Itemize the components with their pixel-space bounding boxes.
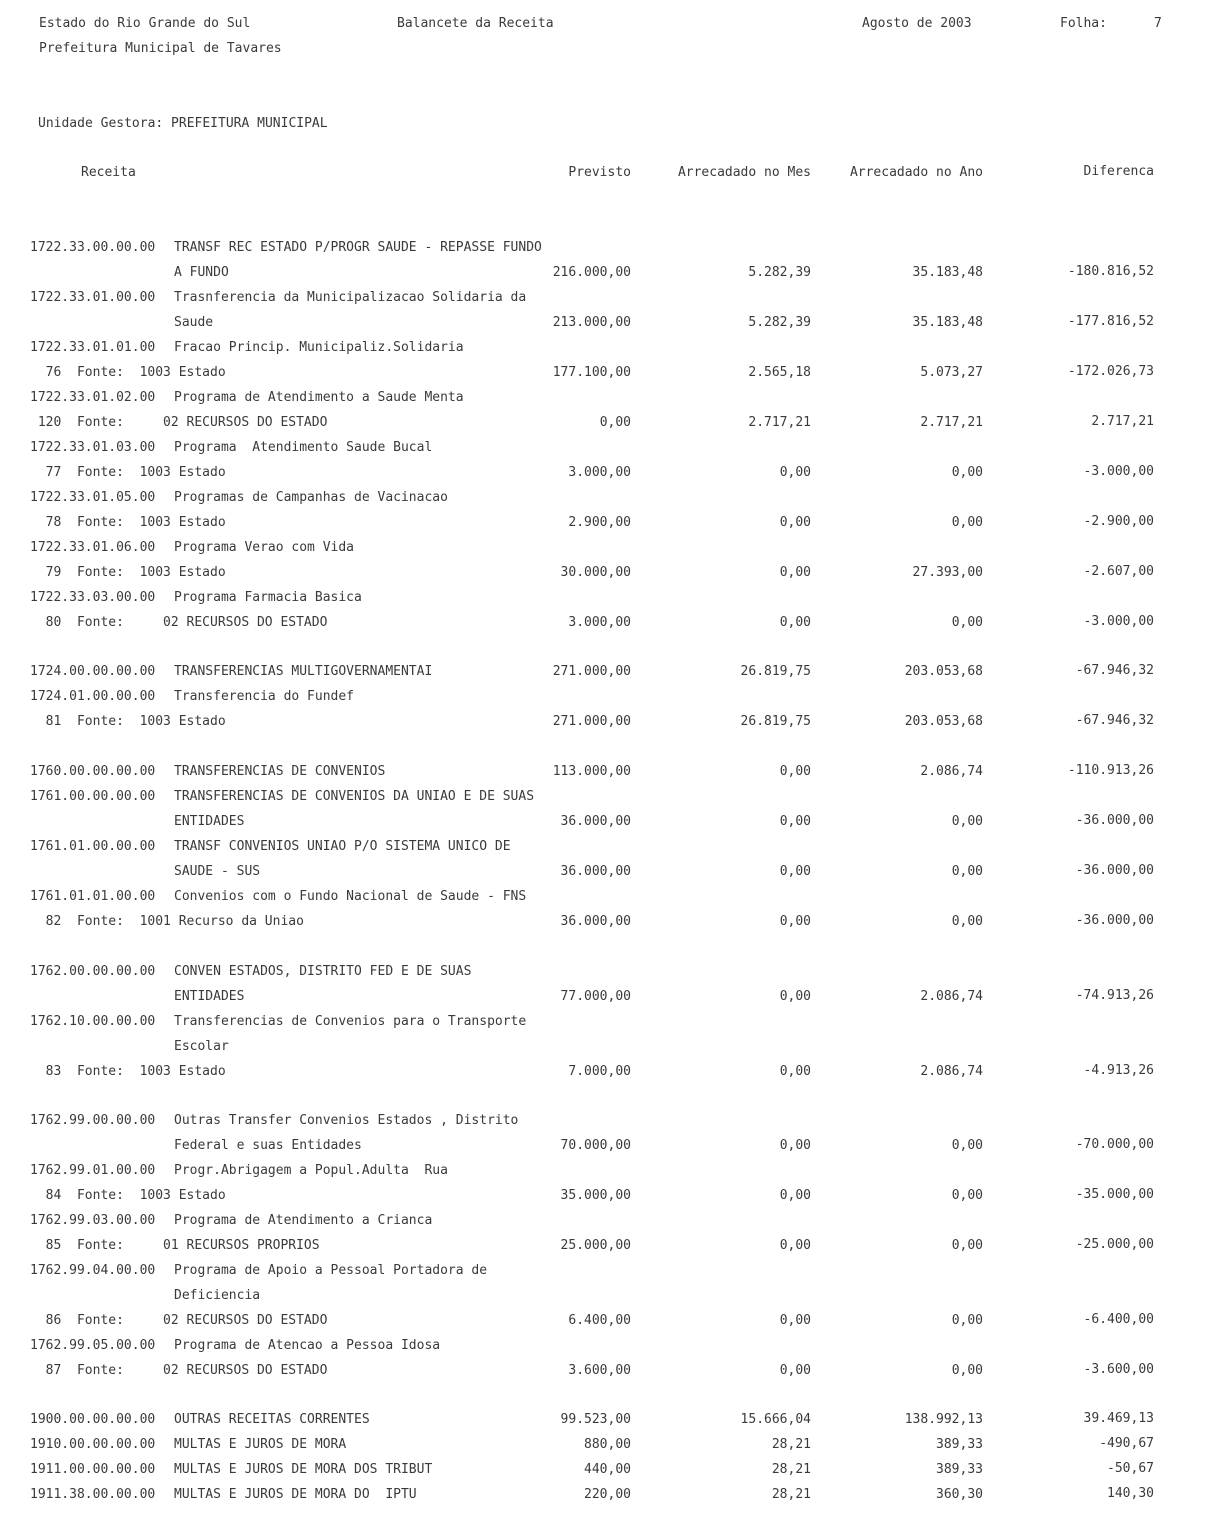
value-previsto: 216.000,00 [552, 265, 631, 280]
account-description: Trasnferencia da Municipalizacao Solidaria da [174, 290, 527, 305]
value-arrecadado-ano: 5.073,27 [920, 365, 983, 380]
value-arrecadado-mes: 28,21 [771, 1437, 811, 1452]
account-code: 1762.10.00.00.00 [30, 1014, 156, 1029]
value-previsto: 30.000,00 [560, 565, 631, 580]
account-description-cont: Federal e suas Entidades [174, 1138, 362, 1153]
value-arrecadado-ano: 389,33 [936, 1462, 983, 1477]
value-arrecadado-ano: 35.183,48 [912, 315, 983, 330]
value-diferenca: -67.946,32 [1075, 713, 1154, 728]
funding-source: 77 Fonte: 1003 Estado [30, 465, 226, 480]
account-code: 1762.99.05.00.00 [30, 1338, 156, 1353]
value-arrecadado-ano: 203.053,68 [904, 714, 983, 729]
value-diferenca: -172.026,73 [1067, 364, 1154, 379]
account-description: Programa de Atendimento a Crianca [174, 1213, 433, 1228]
account-description: Fracao Princip. Municipaliz.Solidaria [174, 340, 464, 355]
account-code: 1722.33.01.06.00 [30, 540, 156, 555]
column-header-diferenca: Diferenca [1083, 164, 1154, 179]
account-description-cont: Escolar [174, 1039, 229, 1054]
funding-source: 85 Fonte: 01 RECURSOS PROPRIOS [30, 1238, 320, 1253]
account-code: 1900.00.00.00.00 [30, 1412, 156, 1427]
account-code: 1722.33.01.03.00 [30, 440, 156, 455]
value-previsto: 70.000,00 [560, 1138, 631, 1153]
funding-source: 83 Fonte: 1003 Estado [30, 1064, 226, 1079]
account-description: MULTAS E JUROS DE MORA DOS TRIBUT [174, 1462, 433, 1477]
account-description: Programa Verao com Vida [174, 540, 355, 555]
column-header-receita: Receita [81, 165, 136, 180]
account-code: 1724.01.00.00.00 [30, 689, 156, 704]
account-code: 1722.33.01.00.00 [30, 290, 156, 305]
value-arrecadado-mes: 0,00 [779, 515, 811, 530]
value-previsto: 880,00 [584, 1437, 631, 1452]
account-description: Transferencia do Fundef [174, 689, 355, 704]
value-arrecadado-ano: 203.053,68 [904, 664, 983, 679]
account-description: OUTRAS RECEITAS CORRENTES [174, 1412, 370, 1427]
value-previsto: 3.600,00 [568, 1363, 631, 1378]
funding-source: 79 Fonte: 1003 Estado [30, 565, 226, 580]
value-arrecadado-mes: 26.819,75 [740, 664, 811, 679]
value-arrecadado-mes: 0,00 [779, 864, 811, 879]
account-code: 1762.99.04.00.00 [30, 1263, 156, 1278]
value-diferenca: 140,30 [1107, 1486, 1154, 1501]
account-description: Programa Farmacia Basica [174, 590, 362, 605]
account-code: 1722.33.01.01.00 [30, 340, 156, 355]
value-arrecadado-ano: 138.992,13 [904, 1412, 983, 1427]
value-diferenca: -67.946,32 [1075, 663, 1154, 678]
value-arrecadado-ano: 2.086,74 [920, 989, 983, 1004]
report-title: Balancete da Receita [397, 16, 554, 31]
value-previsto: 113.000,00 [552, 764, 631, 779]
value-arrecadado-mes: 2.717,21 [748, 415, 811, 430]
value-arrecadado-mes: 0,00 [779, 764, 811, 779]
account-description: Programas de Campanhas de Vacinacao [174, 490, 448, 505]
value-diferenca: -6.400,00 [1083, 1312, 1154, 1327]
value-diferenca: -70.000,00 [1075, 1137, 1154, 1152]
account-description-cont: ENTIDADES [174, 814, 245, 829]
value-diferenca: -50,67 [1107, 1461, 1154, 1476]
value-diferenca: -110.913,26 [1067, 763, 1154, 778]
value-previsto: 6.400,00 [568, 1313, 631, 1328]
value-arrecadado-mes: 5.282,39 [748, 315, 811, 330]
value-diferenca: -2.900,00 [1083, 514, 1154, 529]
value-arrecadado-ano: 2.086,74 [920, 1064, 983, 1079]
value-previsto: 220,00 [584, 1487, 631, 1502]
account-code: 1760.00.00.00.00 [30, 764, 156, 779]
account-description: Programa de Atendimento a Saude Menta [174, 390, 464, 405]
account-description: Programa Atendimento Saude Bucal [174, 440, 433, 455]
value-previsto: 7.000,00 [568, 1064, 631, 1079]
account-description: Outras Transfer Convenios Estados , Distrito [174, 1113, 519, 1128]
report-period: Agosto de 2003 [862, 16, 972, 31]
account-code: 1722.33.00.00.00 [30, 240, 156, 255]
account-description: TRANSFERENCIAS DE CONVENIOS DA UNIAO E DE SUAS [174, 789, 535, 804]
funding-source: 81 Fonte: 1003 Estado [30, 714, 226, 729]
account-code: 1722.33.03.00.00 [30, 590, 156, 605]
value-arrecadado-mes: 0,00 [779, 615, 811, 630]
municipality-name: Prefeitura Municipal de Tavares [39, 41, 282, 56]
account-description: MULTAS E JUROS DE MORA [174, 1437, 347, 1452]
value-previsto: 99.523,00 [560, 1412, 631, 1427]
value-arrecadado-mes: 2.565,18 [748, 365, 811, 380]
value-previsto: 77.000,00 [560, 989, 631, 1004]
account-code: 1762.00.00.00.00 [30, 964, 156, 979]
value-arrecadado-mes: 26.819,75 [740, 714, 811, 729]
value-arrecadado-mes: 0,00 [779, 1363, 811, 1378]
account-code: 1762.99.03.00.00 [30, 1213, 156, 1228]
account-code: 1722.33.01.02.00 [30, 390, 156, 405]
value-arrecadado-mes: 15.666,04 [740, 1412, 811, 1427]
value-arrecadado-mes: 0,00 [779, 814, 811, 829]
account-description-cont: A FUNDO [174, 265, 229, 280]
funding-source: 87 Fonte: 02 RECURSOS DO ESTADO [30, 1363, 328, 1378]
value-diferenca: -36.000,00 [1075, 913, 1154, 928]
state-name: Estado do Rio Grande do Sul [39, 16, 251, 31]
account-code: 1762.99.00.00.00 [30, 1113, 156, 1128]
value-previsto: 36.000,00 [560, 914, 631, 929]
value-arrecadado-ano: 0,00 [951, 465, 983, 480]
value-previsto: 25.000,00 [560, 1238, 631, 1253]
value-diferenca: -36.000,00 [1075, 813, 1154, 828]
value-diferenca: -177.816,52 [1067, 314, 1154, 329]
value-previsto: 36.000,00 [560, 814, 631, 829]
value-arrecadado-mes: 0,00 [779, 1313, 811, 1328]
value-arrecadado-ano: 0,00 [951, 1313, 983, 1328]
value-diferenca: -180.816,52 [1067, 264, 1154, 279]
account-code: 1761.00.00.00.00 [30, 789, 156, 804]
value-previsto: 0,00 [599, 415, 631, 430]
funding-source: 76 Fonte: 1003 Estado [30, 365, 226, 380]
value-previsto: 271.000,00 [552, 714, 631, 729]
value-diferenca: -490,67 [1099, 1436, 1154, 1451]
account-code: 1910.00.00.00.00 [30, 1437, 156, 1452]
value-arrecadado-mes: 28,21 [771, 1462, 811, 1477]
funding-source: 78 Fonte: 1003 Estado [30, 515, 226, 530]
funding-source: 84 Fonte: 1003 Estado [30, 1188, 226, 1203]
value-arrecadado-ano: 27.393,00 [912, 565, 983, 580]
account-description: Programa de Atencao a Pessoa Idosa [174, 1338, 441, 1353]
value-previsto: 440,00 [584, 1462, 631, 1477]
value-diferenca: -36.000,00 [1075, 863, 1154, 878]
value-arrecadado-mes: 0,00 [779, 1188, 811, 1203]
account-description: TRANSF REC ESTADO P/PROGR SAUDE - REPASSE FUNDO [174, 240, 542, 255]
funding-source: 80 Fonte: 02 RECURSOS DO ESTADO [30, 615, 328, 630]
value-arrecadado-ano: 389,33 [936, 1437, 983, 1452]
account-description: TRANSFERENCIAS MULTIGOVERNAMENTAI [174, 664, 433, 679]
value-previsto: 213.000,00 [552, 315, 631, 330]
value-arrecadado-ano: 360,30 [936, 1487, 983, 1502]
account-code: 1761.01.00.00.00 [30, 839, 156, 854]
account-code: 1762.99.01.00.00 [30, 1163, 156, 1178]
value-diferenca: -3.600,00 [1083, 1362, 1154, 1377]
account-description-cont: Saude [174, 315, 214, 330]
value-arrecadado-ano: 0,00 [951, 1138, 983, 1153]
value-arrecadado-mes: 0,00 [779, 989, 811, 1004]
value-arrecadado-ano: 2.717,21 [920, 415, 983, 430]
value-arrecadado-mes: 0,00 [779, 1064, 811, 1079]
account-description: Convenios com o Fundo Nacional de Saude - FNS [174, 889, 527, 904]
account-description: Progr.Abrigagem a Popul.Adulta Rua [174, 1163, 448, 1178]
value-diferenca: -3.000,00 [1083, 614, 1154, 629]
value-previsto: 3.000,00 [568, 615, 631, 630]
value-previsto: 2.900,00 [568, 515, 631, 530]
value-diferenca: -3.000,00 [1083, 464, 1154, 479]
value-arrecadado-ano: 0,00 [951, 515, 983, 530]
value-diferenca: -35.000,00 [1075, 1187, 1154, 1202]
value-diferenca: -25.000,00 [1075, 1237, 1154, 1252]
value-diferenca: -2.607,00 [1083, 564, 1154, 579]
value-previsto: 271.000,00 [552, 664, 631, 679]
value-diferenca: -4.913,26 [1083, 1063, 1154, 1078]
account-description-cont: Deficiencia [174, 1288, 261, 1303]
value-previsto: 177.100,00 [552, 365, 631, 380]
value-arrecadado-ano: 0,00 [951, 864, 983, 879]
value-diferenca: -74.913,26 [1075, 988, 1154, 1003]
value-arrecadado-mes: 0,00 [779, 565, 811, 580]
value-arrecadado-ano: 0,00 [951, 615, 983, 630]
value-arrecadado-mes: 0,00 [779, 1138, 811, 1153]
value-arrecadado-ano: 0,00 [951, 1238, 983, 1253]
account-code: 1761.01.01.00.00 [30, 889, 156, 904]
value-arrecadado-ano: 0,00 [951, 1363, 983, 1378]
value-arrecadado-ano: 0,00 [951, 1188, 983, 1203]
value-diferenca: 2.717,21 [1091, 414, 1154, 429]
account-description: Transferencias de Convenios para o Transporte [174, 1014, 527, 1029]
value-arrecadado-mes: 0,00 [779, 465, 811, 480]
account-description: MULTAS E JUROS DE MORA DO IPTU [174, 1487, 417, 1502]
account-description: TRANSF CONVENIOS UNIAO P/O SISTEMA UNICO DE [174, 839, 511, 854]
account-code: 1911.00.00.00.00 [30, 1462, 156, 1477]
value-previsto: 36.000,00 [560, 864, 631, 879]
value-arrecadado-ano: 0,00 [951, 814, 983, 829]
value-diferenca: 39.469,13 [1083, 1411, 1154, 1426]
value-arrecadado-ano: 0,00 [951, 914, 983, 929]
value-previsto: 35.000,00 [560, 1188, 631, 1203]
value-arrecadado-mes: 0,00 [779, 1238, 811, 1253]
account-code: 1911.38.00.00.00 [30, 1487, 156, 1502]
column-header-mes: Arrecadado no Mes [677, 165, 811, 180]
value-arrecadado-ano: 2.086,74 [920, 764, 983, 779]
value-arrecadado-ano: 35.183,48 [912, 265, 983, 280]
account-code: 1724.00.00.00.00 [30, 664, 156, 679]
funding-source: 86 Fonte: 02 RECURSOS DO ESTADO [30, 1313, 328, 1328]
value-arrecadado-mes: 5.282,39 [748, 265, 811, 280]
column-header-ano: Arrecadado no Ano [849, 165, 983, 180]
sheet-number: 7 [1154, 16, 1162, 31]
managing-unit: Unidade Gestora: PREFEITURA MUNICIPAL [38, 116, 328, 131]
account-description-cont: ENTIDADES [174, 989, 245, 1004]
value-arrecadado-mes: 28,21 [771, 1487, 811, 1502]
funding-source: 82 Fonte: 1001 Recurso da Uniao [30, 914, 304, 929]
account-description: Programa de Apoio a Pessoal Portadora de [174, 1263, 488, 1278]
column-header-previsto: Previsto [568, 165, 631, 180]
value-previsto: 3.000,00 [568, 465, 631, 480]
funding-source: 120 Fonte: 02 RECURSOS DO ESTADO [30, 415, 328, 430]
account-description-cont: SAUDE - SUS [174, 864, 261, 879]
account-code: 1722.33.01.05.00 [30, 490, 156, 505]
account-description: TRANSFERENCIAS DE CONVENIOS [174, 764, 386, 779]
account-description: CONVEN ESTADOS, DISTRITO FED E DE SUAS [174, 964, 472, 979]
value-arrecadado-mes: 0,00 [779, 914, 811, 929]
sheet-label: Folha: [1060, 16, 1107, 31]
